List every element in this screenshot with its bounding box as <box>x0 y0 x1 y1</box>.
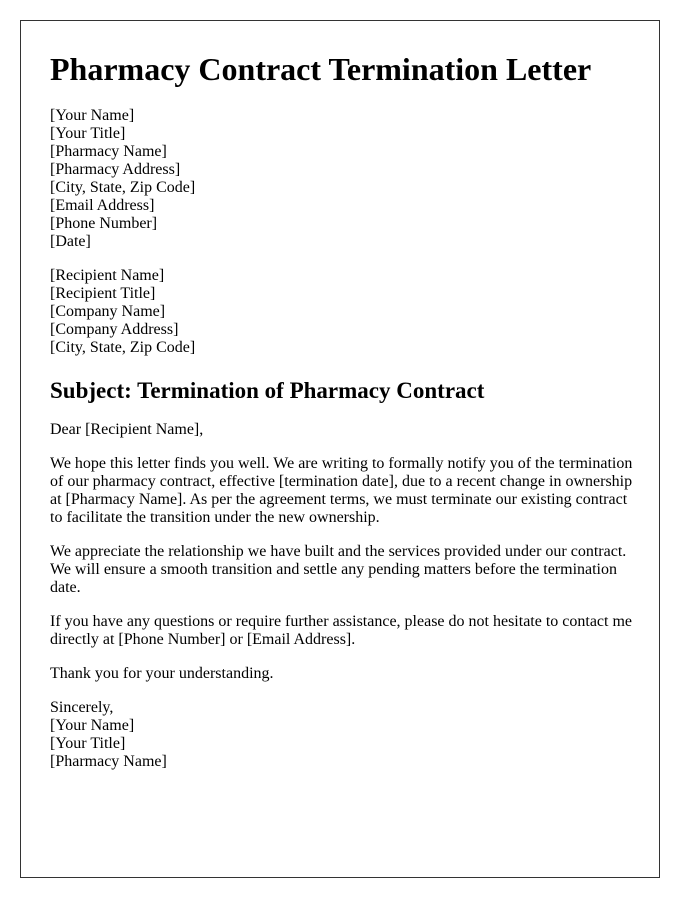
letter-date: [Date] <box>50 233 91 250</box>
sender-name: [Your Name] <box>50 107 135 124</box>
body-paragraph: We appreciate the relationship we have built and the services provided under our contract. We will ensure a smooth transition and settle any pending matters before the termination date. <box>50 543 627 596</box>
letter-title: Pharmacy Contract Termination Letter <box>50 51 592 87</box>
signer-pharmacy-name: [Pharmacy Name] <box>50 753 167 770</box>
closing-valediction: Sincerely, <box>50 699 114 716</box>
letter-content <box>50 49 640 771</box>
recipient-address-block <box>50 267 640 357</box>
signer-name: [Your Name] <box>50 717 135 734</box>
subject-heading: Subject: Termination of Pharmacy Contract <box>50 378 485 403</box>
recipient-company-address: [Company Address] <box>50 321 179 338</box>
signer-title: [Your Title] <box>50 735 126 752</box>
recipient-name: [Recipient Name] <box>50 267 165 284</box>
salutation: Dear [Recipient Name], <box>50 421 204 438</box>
sender-title: [Your Title] <box>50 125 126 142</box>
sender-city-state-zip: [City, State, Zip Code] <box>50 179 196 196</box>
closing-block <box>50 699 640 771</box>
recipient-city-state-zip: [City, State, Zip Code] <box>50 339 196 356</box>
sender-address-block <box>50 107 640 251</box>
sender-email: [Email Address] <box>50 197 155 214</box>
sender-phone: [Phone Number] <box>50 215 158 232</box>
recipient-company-name: [Company Name] <box>50 303 166 320</box>
recipient-title: [Recipient Title] <box>50 285 156 302</box>
letter-page <box>20 20 660 878</box>
sender-pharmacy-address: [Pharmacy Address] <box>50 161 181 178</box>
body-paragraph: We hope this letter finds you well. We are writing to formally notify you of the termination of our pharmacy contract, effective [termination date], due to a recent change in ownership at [Pharmacy Name]. As per the agreement terms, we must terminate our existing contract to facilitate the transition under the new ownership. <box>50 455 633 526</box>
body-paragraph: Thank you for your understanding. <box>50 665 274 682</box>
sender-pharmacy-name: [Pharmacy Name] <box>50 143 167 160</box>
body-paragraph: If you have any questions or require further assistance, please do not hesitate to contact me directly at [Phone Number] or [Email Address]. <box>50 613 633 648</box>
